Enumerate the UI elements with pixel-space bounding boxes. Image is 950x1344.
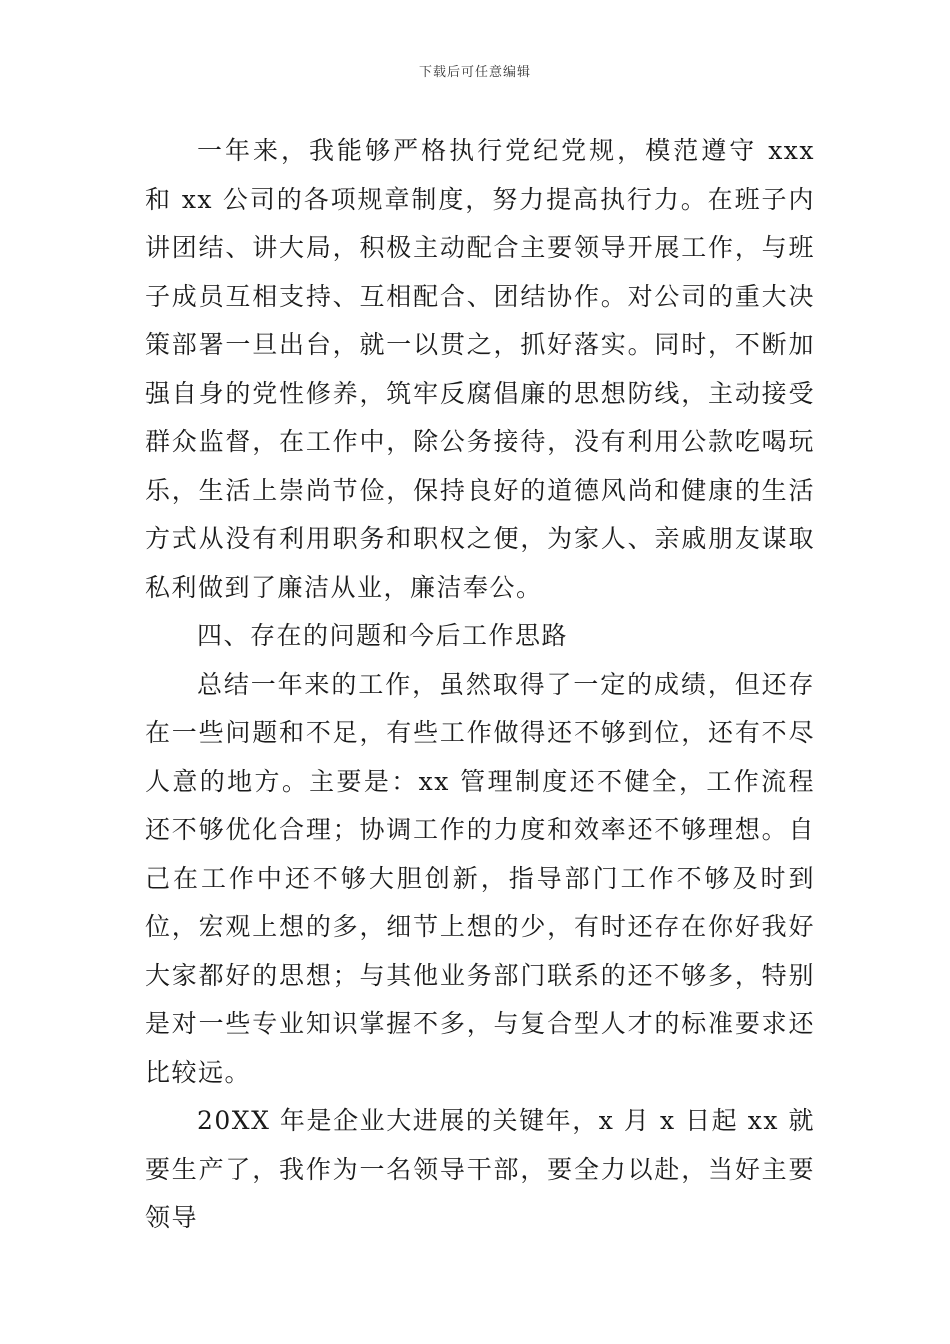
paragraph-next-year: 20XX 年是企业大进展的关键年，x 月 x 日起 xx 就要生产了，我作为一名领导干部，要全力以赴，当好主要领导 (145, 1106, 815, 1232)
document-body (145, 127, 815, 1243)
section-heading-problems: 四、存在的问题和今后工作思路 (197, 621, 569, 650)
paragraph-integrity: 一年来，我能够严格执行党纪党规，模范遵守 xxx 和 xx 公司的各项规章制度，努力提高执行力。在班子内讲团结、讲大局，积极主动配合主要领导开展工作，与班子成员互相支持、互相配合、团结协作。对公司的重大决策部署一旦出台，就一以贯之，抓好落实。同时，不断加强自身的党性修养，筑牢反腐倡廉的思想防线，主动接受群众监督，在工作中，除公务接待，没有利用公款吃喝玩乐，生活上崇尚节俭，保持良好的道德风尚和健康的生活方式从没有利用职务和职权之便，为家人、亲戚朋友谋取私利做到了廉洁从业，廉洁奉公。 (145, 136, 815, 602)
page-header: 下载后可任意编辑 (418, 65, 531, 80)
paragraph-shortcomings: 总结一年来的工作，虽然取得了一定的成绩，但还存在一些问题和不足，有些工作做得还不够到位，还有不尽人意的地方。主要是：xx 管理制度还不健全，工作流程还不够优化合理；协调工作的力度和效率还不够理想。自己在工作中还不够大胆创新，指导部门工作不够及时到位，宏观上想的多，细节上想的少，有时还存在你好我好大家都好的思想；与其他业务部门联系的还不够多，特别是对一些专业知识掌握不多，与复合型人才的标准要求还比较远。 (145, 669, 815, 1087)
